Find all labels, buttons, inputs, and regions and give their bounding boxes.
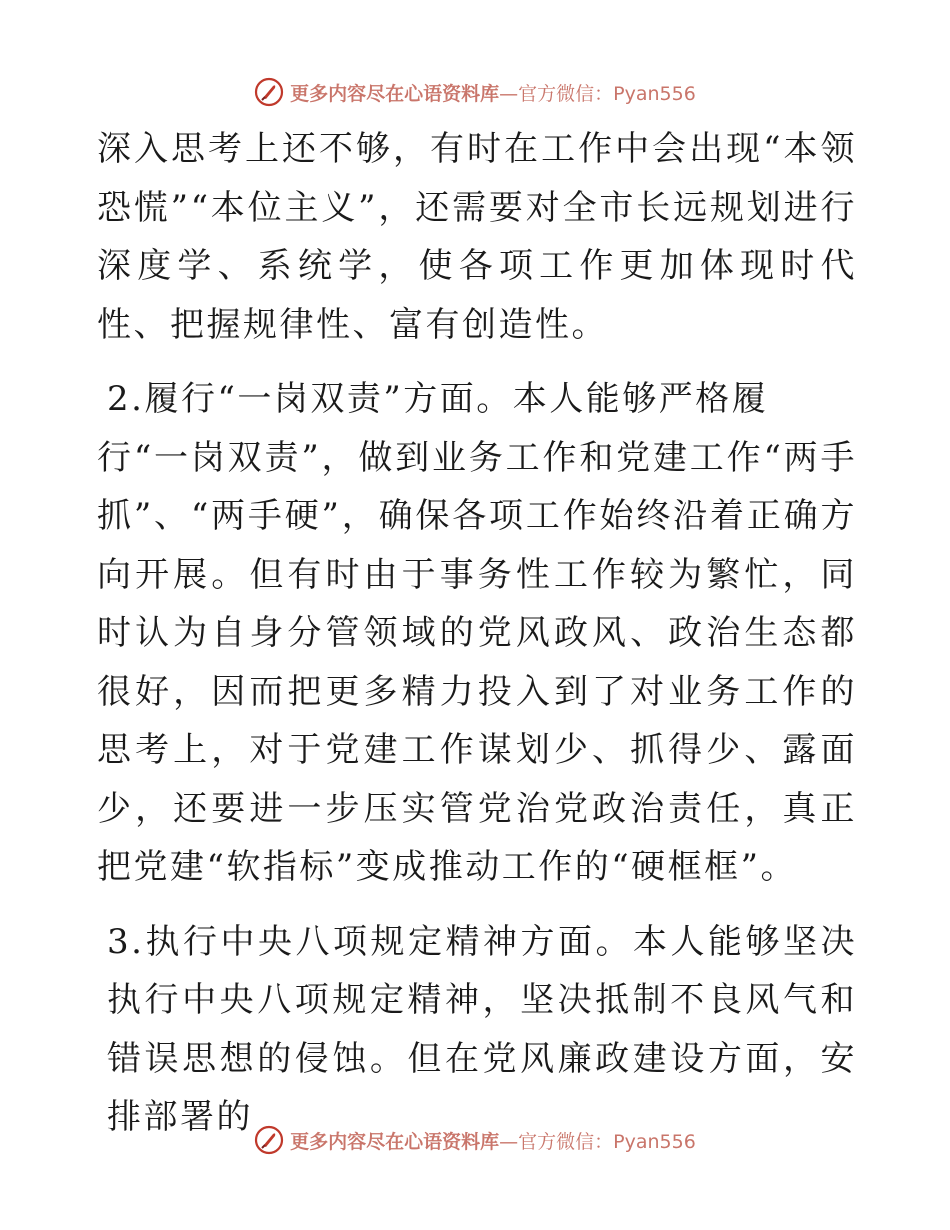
document-body: [97, 120, 857, 1147]
header-banner-sub: —官方微信：Pyan556: [499, 82, 696, 105]
paragraph-1: 深入思考上还不够，有时在工作中会出现“本领恐慌”“本位主义”，还需要对全市长远规划进行深度学、系统学，使各项工作更加体现时代性、把握规律性、富有创造性。: [97, 129, 857, 345]
quill-logo-icon: [254, 1125, 284, 1155]
footer-banner: [0, 1120, 950, 1160]
quill-logo-icon: [254, 77, 284, 107]
footer-banner-main: 更多内容尽在心语资料库: [290, 1130, 500, 1153]
footer-banner-sub: —官方微信：Pyan556: [499, 1130, 696, 1153]
header-banner-main: 更多内容尽在心语资料库: [290, 82, 500, 105]
paragraph-3: 3.执行中央八项规定精神方面。本人能够坚决执行中央八项规定精神，坚决抵制不良风气和错误思想的侵蚀。但在党风廉政建设方面，安排部署的: [107, 921, 857, 1137]
paragraph-2-lead: 2.履行“一岗双责”方面。本人能够严格履: [107, 379, 769, 419]
header-banner: [0, 72, 950, 112]
paragraph-2-body: 行“一岗双责”，做到业务工作和党建工作“两手抓”、“两手硬”，确保各项工作始终沿着正确方向开展。但有时由于事务性工作较为繁忙，同时认为自身分管领域的党风政风、政治生态都很好，因而把更多精力投入到了对业务工作的思考上，对于党建工作谋划少、抓得少、露面少，还要进一步压实管党治党政治责任，真正把党建“软指标”变成推动工作的“硬框框”。: [97, 437, 857, 887]
